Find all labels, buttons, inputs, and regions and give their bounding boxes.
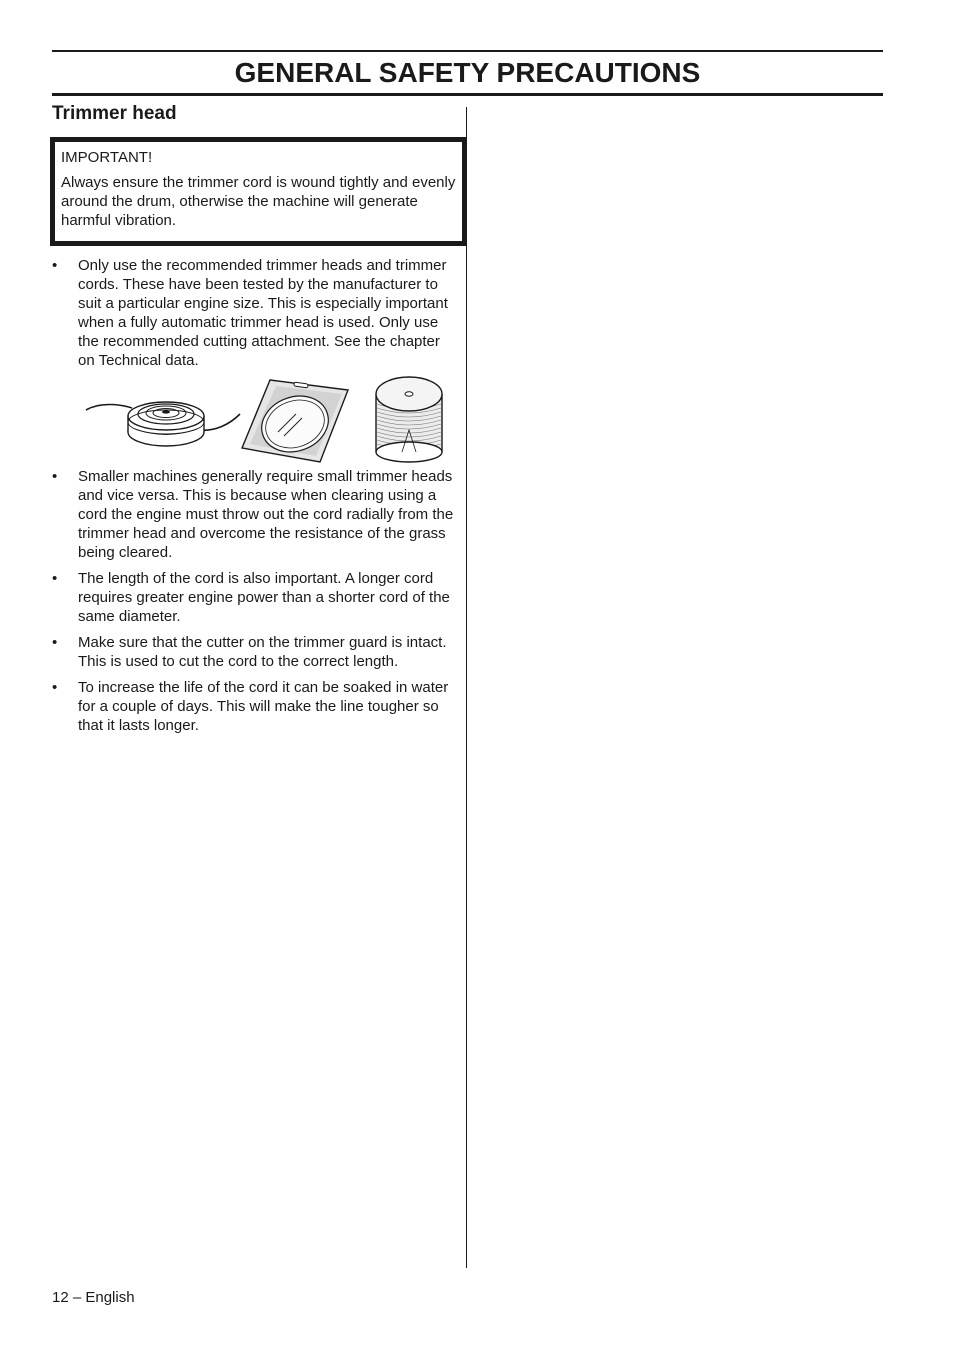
important-label: IMPORTANT! (61, 149, 153, 166)
list-item-text: To increase the life of the cord it can be soaked in water for a couple of days. This will make the line tougher so that it lasts longer. (78, 679, 449, 734)
bullet-dot: • (52, 570, 58, 587)
important-notice-box (50, 137, 467, 246)
column-divider (466, 107, 467, 1268)
bullet-dot: • (52, 257, 58, 274)
trimmer-equipment-illustration (80, 374, 450, 466)
cord-spool-icon (376, 377, 442, 462)
page-footer: 12 – English (52, 1289, 135, 1306)
list-item-text: Make sure that the cutter on the trimmer guard is intact. This is used to cut the cord to the correct length. (78, 634, 447, 670)
list-item (52, 467, 457, 562)
list-item-text: Only use the recommended trimmer heads and trimmer cords. These have been tested by the manufacturer to suit a particular engine size. This is especially important when a fully automatic trimmer head is used. Only use the recommended cutting attachment. See the chapter on Technical data. (78, 257, 448, 369)
bullet-list-bottom (52, 467, 457, 742)
header-rule-bottom (52, 93, 883, 96)
list-item (52, 678, 457, 735)
cord-package-icon (242, 380, 348, 462)
list-item (52, 569, 457, 626)
list-item (52, 256, 457, 370)
trimmer-head-icon (86, 402, 240, 446)
section-heading: Trimmer head (52, 103, 177, 124)
header-rule-top (52, 50, 883, 52)
important-text: Always ensure the trimmer cord is wound tightly and evenly around the drum, otherwise the machine will generate harmful vibration. (61, 174, 456, 229)
bullet-dot: • (52, 679, 58, 696)
bullet-dot: • (52, 468, 58, 485)
list-item-text: The length of the cord is also important. A longer cord requires greater engine power than a shorter cord of the same diameter. (78, 570, 450, 625)
bullet-dot: • (52, 634, 58, 651)
list-item (52, 633, 457, 671)
bullet-list-top (52, 256, 457, 377)
page-title: GENERAL SAFETY PRECAUTIONS (234, 57, 701, 88)
list-item-text: Smaller machines generally require small trimmer heads and vice versa. This is because when clearing using a cord the engine must throw out the cord radially from the trimmer head and overcome the resistance of the grass being cleared. (78, 468, 454, 561)
